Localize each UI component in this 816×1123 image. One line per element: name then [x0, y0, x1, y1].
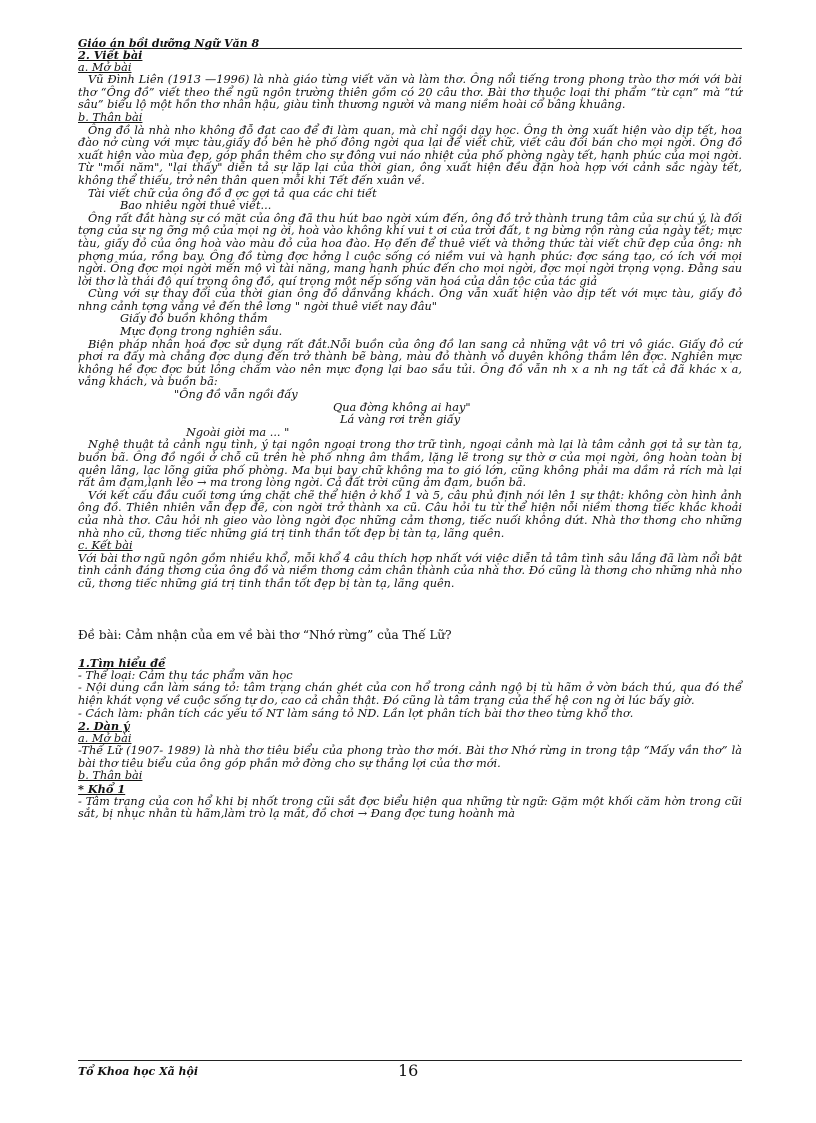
page-header: Giáo án bồi dưỡng Ngữ Văn 8: [78, 38, 742, 49]
poem-line: "Ông đồ vẫn ngồi đấy: [174, 388, 298, 402]
paragraph: - Tâm trạng của con hổ khi bị nhốt trong cũi sắt đợc biểu hiện qua những từ ngữ: Gặm một khối căm hờn trong cũi sắt, bị nhục nhằn tù hãm,làm trò lạ mắt, đồ chơi → Đang đợc tung hoành mà: [78, 794, 742, 821]
poem-line: Giấy đỏ buồn không thắm: [120, 312, 268, 326]
document-body: [78, 49, 742, 821]
paragraph: Với bài thơ ngũ ngôn gồm nhiều khổ, mỗi khổ 4 câu thích hợp nhất với việc diễn tả tâm tình sâu lắng đã làm nổi bật tình cảnh đáng thơng của ông đồ và niềm thơng cảm chân thành của nhà thơ. Đó cũng là thơng cho những nhà nho cũ, thơng tiếc những giá trị tinh thần tốt đẹp bị tàn tạ, lãng quên.: [78, 551, 742, 590]
section-heading: 2. Viết bài: [78, 48, 143, 62]
page-number: 16: [398, 1061, 419, 1080]
paragraph: Tài viết chữ của ông đồ đ ợc gợi tả qua các chi tiết: [88, 186, 377, 200]
poem-line: Mực đọng trong nghiên sầu.: [120, 325, 283, 339]
subsection-heading: a. Mở bài: [78, 731, 132, 745]
subsection-heading: b. Thân bài: [78, 769, 143, 783]
poem-line: Ngoài giời ma ... ": [186, 425, 290, 439]
poem-line: Lá vàng rơi trên giấy: [340, 413, 461, 427]
paragraph: Ông đồ là nhà nho không đỗ đạt cao để đi làm quan, mà chỉ ngồi dạy học. Ông th ờng xuất hiện vào dịp tết, hoa đào nở cùng với mực tàu,giấy đỏ bên hè phố đông ngời qua lại để viết chữ, viết câu đối bán cho mọi ngời. Ông đồ xuất hiện vào mùa đẹp, góp phần thêm cho sự đông vui náo nhiệt của phố phờng ngày tết, hạnh phúc của mọi ngời. Từ "mỗi năm", "lại thấy" diễn tả sự lặp lại của thời gian, ông xuất hiện đều đặn hoà hợp với cảnh sắc ngày tết, không thể thiếu, trở nên thân quen mỗi khi Tết đến xuân về.: [78, 123, 742, 187]
poem-line: Qua đờng không ai hay": [333, 400, 471, 414]
paragraph: -Thế Lữ (1907- 1989) là nhà thơ tiêu biểu của phong trào thơ mới. Bài thơ Nhớ rừng in trong tập “Mấy vần thơ” là bài thơ tiêu biểu của ông góp phần mở đờng cho sự thắng lợi của thơ mới.: [78, 744, 742, 770]
page-footer: [78, 1060, 742, 1081]
paragraph: Biện pháp nhân hoá đợc sử dụng rất đắt.Nỗi buồn của ông đồ lan sang cả những vật vô tri vô giác. Giấy đỏ cứ phơi ra đấy mà chẳng đợc dụng đến trở thành bẽ bàng, màu đỏ thành vô duyên không thắm lên đợc. Nghiên mực không hề đợc đợc bút lông chấm vào nên mực đọng lại bao sầu tủi. Ông đồ vẫn nh x a nh ng tất cả đã khác x a, vắng khách, và buồn bã:: [78, 337, 742, 389]
paragraph: Vũ Đình Liên (1913 —1996) là nhà giáo từng viết văn và làm thơ. Ông nổi tiếng trong phong trào thơ mới với bài thơ “Ông đồ” viết theo thể ngũ ngôn trường thiên gồm có 20 câu thơ. Bài thơ thuộc loại thi phẩm “từ cạn” mà “tứ sâu” biểu lộ một hồn thơ nhân hậu, giàu tình thương người và mang niềm hoài cổ bâng khuâng.: [78, 73, 742, 112]
poem-line: Bao nhiêu ngời thuê viết...: [120, 199, 272, 213]
section-heading: * Khổ 1: [78, 782, 126, 797]
paragraph: - Thể loại: Cảm thụ tác phẩm văn học: [78, 668, 293, 682]
document-page: [78, 38, 742, 821]
paragraph: Đề bài: Cảm nhận của em về bài thơ “Nhớ rừng” của Thế Lữ?: [78, 627, 452, 642]
paragraph: - Nội dung cần làm sáng tỏ: tâm trạng chán ghét của con hổ trong cảnh ngộ bị tù hãm ở vờn bách thú, qua đó thể hiện khát vọng về cuộc sống tự do, cao cả chân thật. Đó cũng là tâm trạng của thế hệ con ng ời lúc bấy giờ.: [78, 681, 742, 707]
section-heading: 1.Tìm hiểu đề: [78, 656, 166, 671]
paragraph: Với kết cấu đầu cuối tơng ứng chặt chẽ thể hiện ở khổ 1 và 5, câu phủ định nói lên 1 sự thật: không còn hình ảnh ông đồ. Thiên nhiên vẫn đẹp đẽ, con ngời trở thành xa cũ. Câu hỏi tu từ thể hiện nỗi niềm thơng tiếc khắc khoải của nhà thơ. Câu hỏi nh gieo vào lòng ngời đọc những cảm thơng, tiếc nuối không dứt. Nhà thơ thơng cho những nhà nho cũ, thơng tiếc những giá trị tinh thần tốt đẹp bị tàn tạ, lãng quên.: [78, 488, 742, 540]
subsection-heading: c. Kết bài: [78, 539, 133, 553]
paragraph: - Cách làm: phân tích các yếu tố NT làm sáng tỏ ND. Lần lợt phân tích bài thơ theo từng khổ thơ.: [78, 706, 634, 720]
paragraph: Nghệ thuật tả cảnh ngụ tình, ý tại ngôn ngoại trong thơ trữ tình, ngoại cảnh mà lại là tâm cảnh gợi tả sự tàn tạ, buồn bã. Ông đồ ngồi ở chỗ cũ trên hè phố nhng âm thầm, lặng lẽ trong sự thờ ơ của mọi ngời, ông hoàn toàn bị quên lãng, lạc lõng giữa phố phờng. Ma bụi bay chữ không ma to gió lớn, cũng không phải ma dầm rả rích mà lại rất âm đạm,lạnh lẽo → ma trong lòng ngời. Cả đất trời cũng ảm đạm, buồn bã.: [78, 438, 742, 490]
paragraph: Ông rất đắt hàng sự có mặt của ông đã thu hút bao ngời xúm đến, ông đồ trở thành trung tâm của sự chú ý, là đối tợng của sự ng ỡng mộ của mọi ng ời, hoà vào không khí vui t ơi của trời đất, t ng bừng rộn ràng của ngày tết; mực tàu, giấy đỏ của ông hoà vào màu đỏ của hoa đào. Họ đến để thuê viết và thởng thức tài viết chữ đẹp của ông: nh phợng múa, rồng bay. Ông đồ từng đợc hởng l cuộc sống có niềm vui và hạnh phúc: đợc sáng tạo, có ích với mọi ngời. Ông đợc mọi ngời mến mộ vì tài năng, mang hạnh phúc đến cho mọi ngời, đợc mọi ngời trọng vọng. Đằng sau lời thơ là thái độ quí trọng ông đồ, quí trọng một nếp sống văn hoá của dân tộc của tác giả: [78, 211, 742, 288]
paragraph: [78, 641, 742, 657]
footer-department: Tổ Khoa học Xã hội: [78, 1065, 199, 1078]
paragraph: Cùng với sự thay đổi của thời gian ông đồ dầnvắng khách. Ông vẫn xuất hiện vào dịp tết với mực tàu, giấy đỏ nhng cảnh tợng vắng vẻ đến thê lơng " ngời thuê viết nay đâu": [78, 287, 742, 313]
subsection-heading: b. Thân bài: [78, 110, 143, 124]
section-heading: 2. Dàn ý: [78, 719, 130, 734]
subsection-heading: a. Mở bài: [78, 60, 132, 74]
paragraph: [78, 591, 742, 629]
